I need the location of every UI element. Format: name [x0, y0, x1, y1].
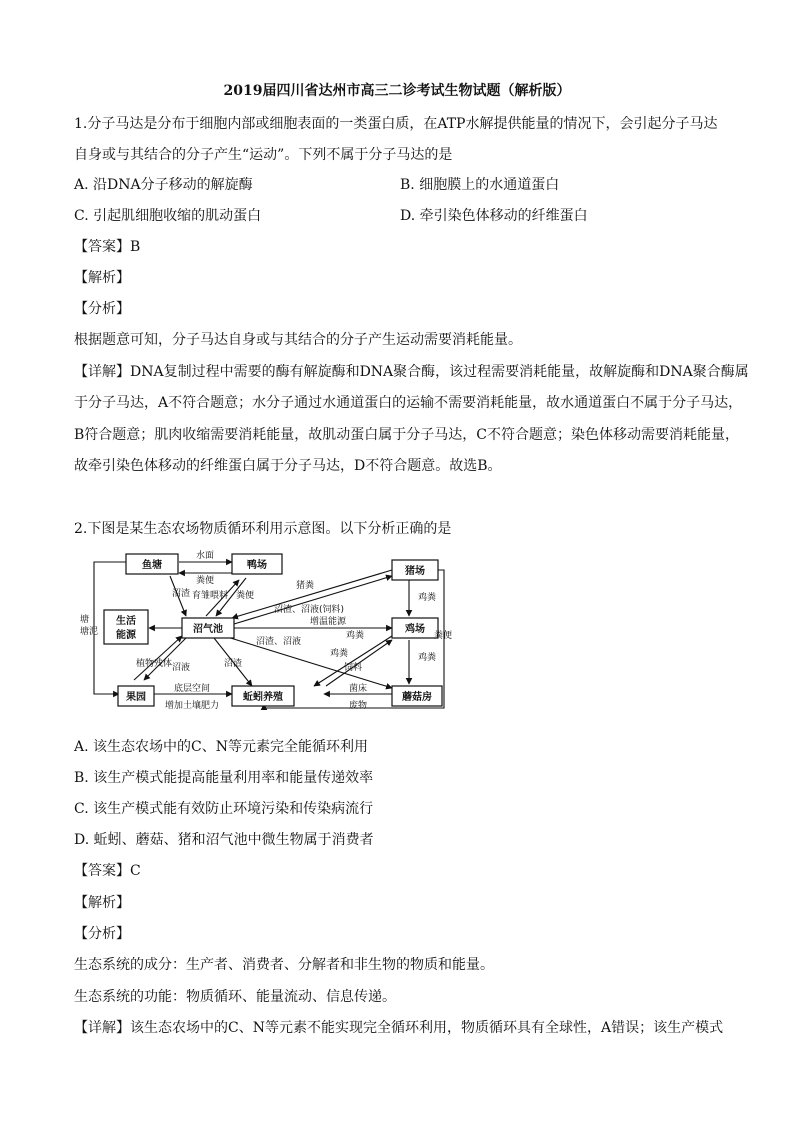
- box-pig-farm: [392, 560, 438, 580]
- box-fish-pond: [126, 554, 178, 574]
- label-residue-liquid: 沼渣、沼液: [256, 637, 302, 647]
- box-mushroom-house: [392, 686, 442, 706]
- label-pig-manure: 猪粪: [296, 581, 315, 591]
- label-chicken-manure-4: 鸡粪: [418, 653, 437, 663]
- label-residue: 沼渣: [172, 589, 191, 599]
- label-waste: 废物: [348, 701, 368, 711]
- q1-detail-line-2: 于分子马达，A不符合题意；水分子通过水通道蛋白的运输不需要消耗能量，故水通道蛋白不属于分子马达，: [74, 395, 743, 411]
- q1-stem-line-1: 1.分子马达是分布于细胞内部或细胞表面的一类蛋白质，在ATP水解提供能量的情况下，会引起分子马达: [74, 116, 718, 132]
- q2-option-b: B. 该生产模式能提高能量利用率和能量传递效率: [74, 770, 374, 786]
- q2-fenxi-line-1: 生态系统的成分：生产者、消费者、分解者和非生物的物质和能量。: [74, 957, 494, 973]
- page-title: 2019届四川省达州市高三二诊考试生物试题（解析版）: [223, 83, 571, 99]
- label-chicken-manure: 鸡粪: [346, 631, 365, 641]
- q2-option-d: D. 蚯蚓、蘑菇、猪和沼气池中微生物属于消费者: [74, 832, 374, 848]
- q1-fenxi-text: 根据题意可知，分子马达自身或与其结合的分子产生运动需要消耗能量。: [74, 332, 522, 348]
- label-chicken-manure-3: 鸡粪: [330, 649, 349, 659]
- chicken-farm-label: 鸡场: [405, 624, 425, 635]
- arrow-chicken-worm: [314, 636, 392, 686]
- label-manure: 粪便: [195, 576, 215, 586]
- q1-detail-line-3: B符合题意；肌肉收缩需要消耗能量，故肌动蛋白属于分子马达，C不符合题意；染色体移动需要消耗能量，: [74, 427, 739, 443]
- label-heat: 增温能源: [310, 617, 347, 627]
- label-feed: 饲料: [344, 663, 363, 673]
- energy-label-2: 能源: [116, 630, 136, 641]
- q1-option-d: D. 牵引染色体移动的纤维蛋白: [400, 208, 588, 224]
- duck-farm-label: 鸭场: [247, 560, 267, 571]
- biogas-label: 沼气池: [193, 624, 223, 635]
- mushroom-house-label: 蘑菇房: [402, 692, 432, 703]
- box-energy: [104, 610, 148, 644]
- label-bed: 菌床: [348, 684, 368, 694]
- q1-stem-line-2: 自身或与其结合的分子产生“运动”。下列不属于分子马达的是: [74, 147, 453, 163]
- box-orchard: [118, 686, 154, 706]
- q1-detail-line-1: 【详解】DNA复制过程中需要的酶有解旋酶和DNA聚合酶，该过程需要消耗能量，故解旋酶和DNA聚合酶属: [74, 364, 749, 380]
- ecological-farm-diagram: [74, 548, 454, 720]
- label-plant-residue: 植物残体: [136, 659, 173, 669]
- q2-detail-line-1: 【详解】该生态农场中的C、N等元素不能实现完全循环利用，物质循环具有全球性，A错误；该生产模式: [74, 1020, 724, 1036]
- energy-label: 生活: [116, 616, 136, 627]
- q2-stem: 2.下图是某生态农场物质循环利用示意图。以下分析正确的是: [74, 521, 452, 537]
- label-residue-liquid-feed: 沼渣、沼液(饲料): [274, 605, 345, 615]
- label-pond-mud-1: 塘: [80, 615, 90, 625]
- label-soil: 增加土壤肥力: [164, 701, 220, 711]
- box-biogas: [182, 618, 234, 638]
- arrow-biogas-mushroom: [224, 636, 392, 688]
- box-chicken-farm: [392, 618, 438, 638]
- label-chicken-manure-2: 鸡粪: [418, 593, 437, 603]
- box-duck-farm: [232, 554, 282, 574]
- worm-farm-label: 蚯蚓养殖: [243, 692, 283, 703]
- pig-farm-label: 猪场: [405, 566, 425, 577]
- label-under-space: 底层空间: [173, 684, 211, 694]
- q2-option-a: A. 该生态农场中的C、N等元素完全能循环利用: [74, 739, 368, 755]
- q1-fenxi: 【分析】: [74, 301, 130, 317]
- label-manure-2: 粪便: [236, 591, 255, 601]
- label-pond-mud: 塘泥: [80, 627, 99, 637]
- label-manure-side: 粪便: [434, 631, 453, 641]
- q1-jiexi: 【解析】: [74, 270, 130, 286]
- q2-option-c: C. 该生产模式能有效防止环境污染和传染病流行: [74, 801, 374, 817]
- fish-pond-label: 鱼塘: [142, 560, 162, 571]
- q1-option-b: B. 细胞膜上的水通道蛋白: [400, 177, 560, 193]
- q1-option-c: C. 引起肌细胞收缩的肌动蛋白: [74, 208, 262, 224]
- box-worm-farm: [232, 686, 294, 706]
- q2-answer: 【答案】C: [74, 863, 141, 879]
- label-water-surface: 水面: [195, 551, 215, 561]
- label-residue-2: 沼液: [172, 663, 191, 673]
- q2-fenxi: 【分析】: [74, 926, 130, 942]
- orchard-label: 果园: [126, 692, 146, 703]
- q2-jiexi: 【解析】: [74, 895, 130, 911]
- q1-option-a: A. 沿DNA分子移动的解旋酶: [74, 177, 253, 193]
- q1-detail-line-4: 故牵引染色体移动的纤维蛋白属于分子马达，D不符合题意。故选B。: [74, 458, 502, 474]
- label-residue-3: 沼渣: [224, 659, 243, 669]
- q2-fenxi-line-2: 生态系统的功能：物质循环、能量流动、信息传递。: [74, 989, 396, 1005]
- label-feed-self: 育雏喂料: [192, 591, 229, 601]
- q1-answer: 【答案】B: [74, 239, 141, 255]
